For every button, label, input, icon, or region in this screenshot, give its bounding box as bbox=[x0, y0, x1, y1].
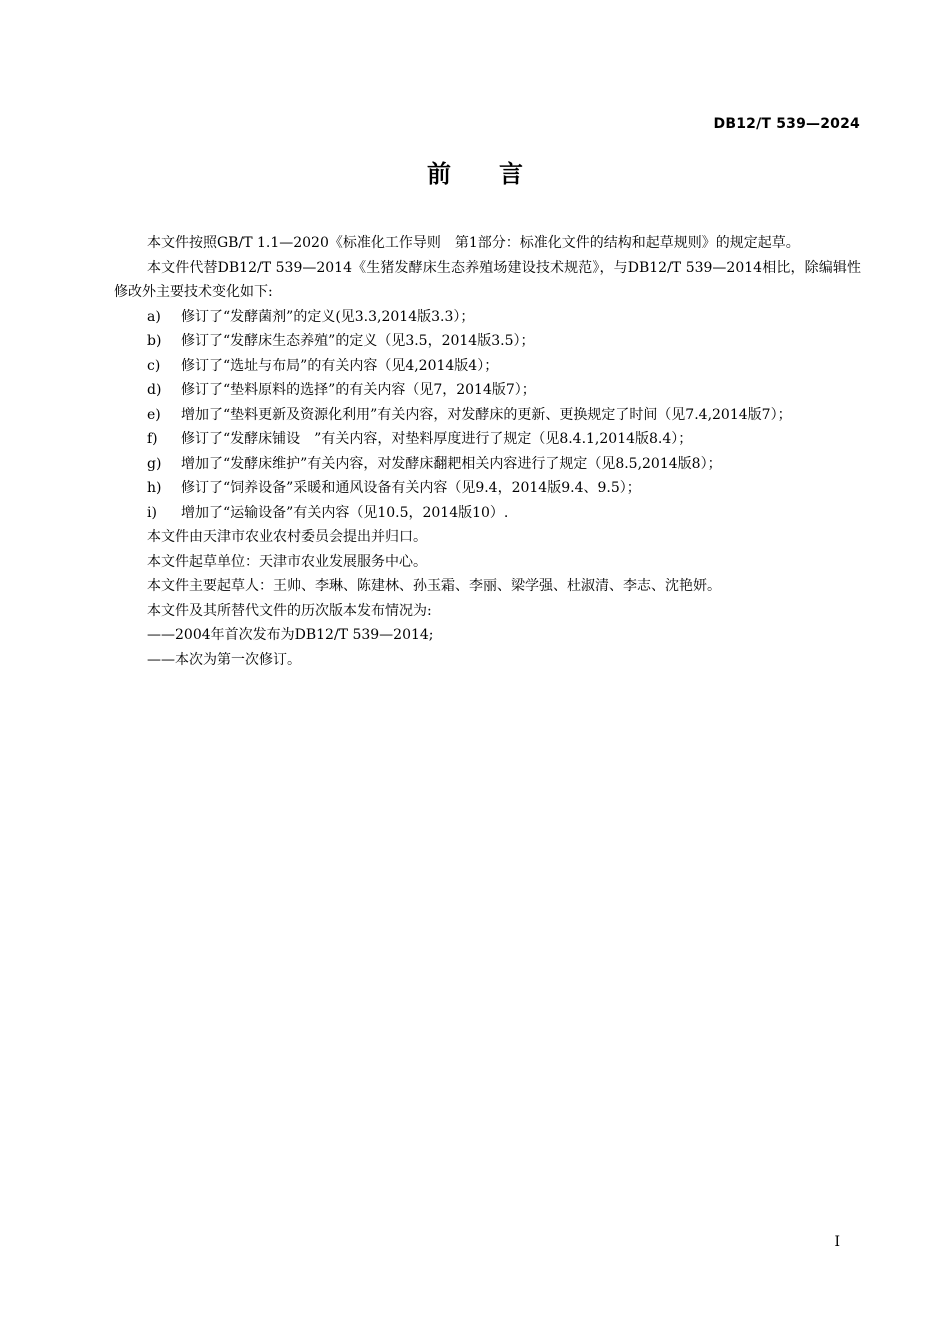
list-item-text: 修订了“饲养设备”采暖和通风设备有关内容（见9.4，2014版9.4、9.5）； bbox=[181, 480, 641, 496]
list-item bbox=[114, 476, 861, 501]
list-item-marker: e) bbox=[147, 406, 161, 423]
paragraph-drafters: 本文件主要起草人：王帅、李琳、陈建林、孙玉霜、李丽、梁学强、杜淑清、李志、沈艳妍。 bbox=[147, 578, 721, 594]
page-title: 前言 bbox=[427, 160, 571, 188]
list-item-marker: d) bbox=[147, 382, 162, 398]
document-code: DB12/T 539—2024 bbox=[713, 116, 860, 132]
list-item-text: 修订了“垫料原料的选择”的有关内容（见7，2014版7）； bbox=[181, 382, 536, 398]
list-item-text: 增加了“发酵床维护”有关内容，对发酵床翻耙相关内容进行了规定（见8.5,2014版8）； bbox=[181, 455, 722, 472]
list-item-text: 增加了“运输设备”有关内容（见10.5，2014版10）. bbox=[181, 504, 509, 521]
foreword-body bbox=[114, 231, 861, 672]
list-item-marker: b) bbox=[147, 333, 162, 349]
list-item-marker: a) bbox=[147, 308, 161, 325]
list-item-marker: g) bbox=[147, 455, 162, 472]
list-item-marker: h) bbox=[147, 480, 162, 496]
list-item bbox=[114, 427, 861, 452]
list-item bbox=[114, 329, 861, 354]
paragraph-history-second: ——本次为第一次修订。 bbox=[147, 651, 301, 668]
paragraph-history-first: ——2004年首次发布为DB12/T 539—2014; bbox=[147, 627, 434, 643]
list-item-marker: c) bbox=[147, 357, 161, 374]
paragraph-drafting-unit: 本文件起草单位：天津市农业发展服务中心。 bbox=[147, 553, 427, 570]
list-item bbox=[114, 501, 861, 526]
list-item bbox=[114, 452, 861, 477]
changes-list bbox=[114, 305, 861, 526]
list-item-marker: i) bbox=[147, 504, 157, 521]
list-item-text: 修订了“发酵床生态养殖”的定义（见3.5，2014版3.5）； bbox=[181, 333, 535, 349]
paragraph-replacement: 本文件代替DB12/T 539—2014《生猪发酵床生态养殖场建设技术规范》，与DB12/T 539—2014相比，除编辑性修改外主要技术变化如下: bbox=[114, 259, 861, 300]
list-item-marker: f) bbox=[147, 431, 158, 447]
page-number: I bbox=[834, 1234, 840, 1250]
list-item bbox=[114, 354, 861, 379]
paragraph-proposer: 本文件由天津市农业农村委员会提出并归口。 bbox=[147, 529, 427, 545]
list-item bbox=[114, 305, 861, 330]
list-item-text: 增加了“垫料更新及资源化利用”有关内容，对发酵床的更新、更换规定了时间（见7.4,2014版7）； bbox=[181, 406, 792, 423]
list-item-text: 修订了“选址与布局”的有关内容（见4,2014版4）； bbox=[181, 357, 499, 374]
paragraph-standard-basis: 本文件按照GB/T 1.1—2020《标准化工作导则 第1部分：标准化文件的结构和起草规则》的规定起草。 bbox=[147, 235, 800, 251]
paragraph-history-intro: 本文件及其所替代文件的历次版本发布情况为: bbox=[147, 602, 432, 619]
list-item-text: 修订了“发酵菌剂”的定义(见3.3,2014版3.3）； bbox=[181, 308, 475, 325]
list-item bbox=[114, 403, 861, 428]
list-item bbox=[114, 378, 861, 403]
list-item-text: 修订了“发酵床铺设 ”有关内容，对垫料厚度进行了规定（见8.4.1,2014版8.4）； bbox=[181, 431, 693, 447]
